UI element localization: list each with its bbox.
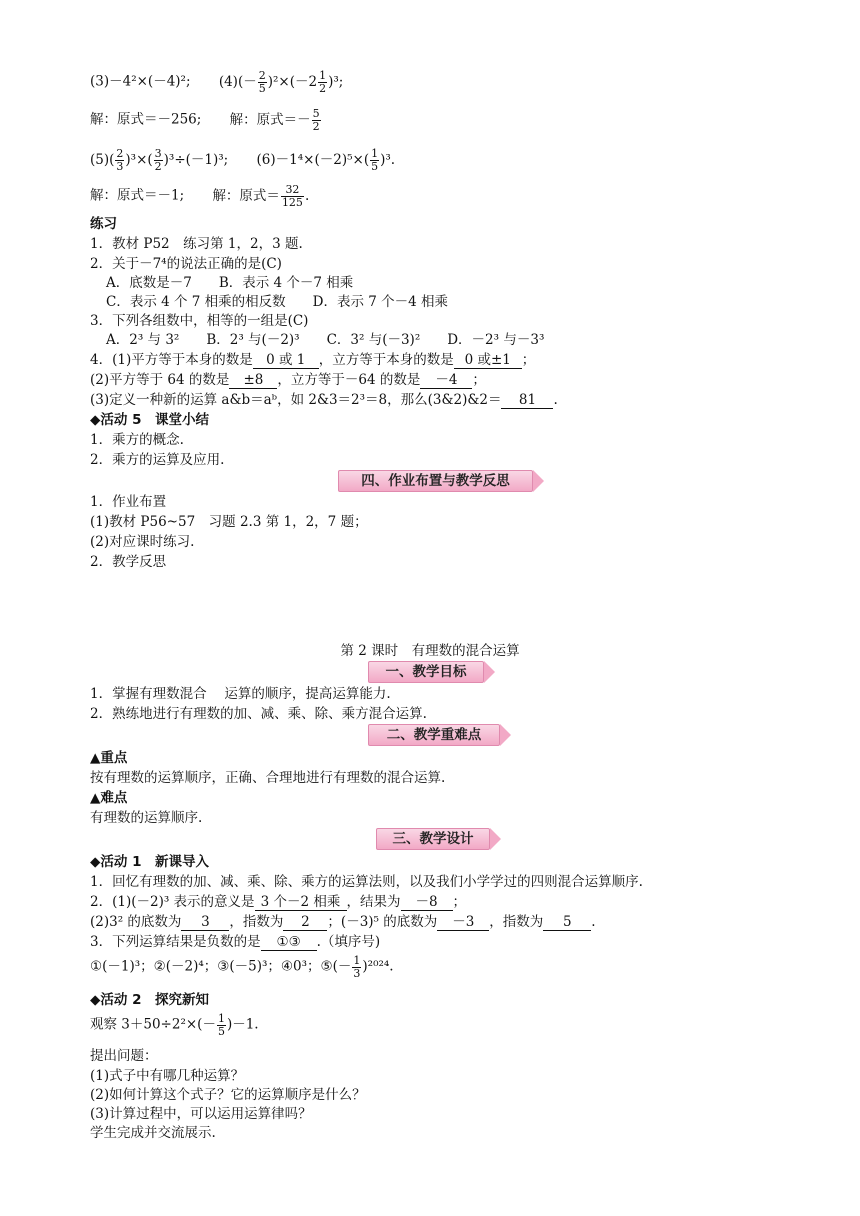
solution-6: 解：原式＝ $\frac{32}{125}$ . (212, 183, 310, 209)
fraction: $\frac{2}{3}$ (116, 147, 124, 173)
solution-3-4 (90, 108, 322, 132)
lesson-2-title: 第 2 课时 有理数的混合运算 (340, 643, 520, 659)
practice-line-5: (2)平方等于 64 的数是 ±8 ，立方等于－64 的数是 －4 ； (90, 372, 486, 388)
activity-1-line-4: 3．下列运算结果是负数的是 ①③ .（填序号) (90, 934, 381, 950)
activity-1-line-3: (2)3² 的底数为 3 ，指数为 2 ；(－3)⁵ 的底数为 －3 ，指数为 5 . (90, 914, 596, 930)
fraction: $\frac{1}{3}$ (353, 954, 361, 980)
activity-1-line-5: ①(－1)³；②(－2)⁴；③(－5)³；④0³；⑤(－ $\frac{1}{3}$ )²⁰²⁴. (90, 954, 394, 980)
difficulty-text: 有理数的运算顺序. (90, 810, 203, 826)
problem-3-4 (90, 70, 343, 94)
design-banner: 三、教学设计 (376, 828, 490, 850)
solution-5-6 (90, 184, 309, 208)
activity-5-line-1: 1．乘方的概念. (90, 432, 184, 448)
problem-5-6 (90, 148, 395, 172)
practice-line-2b: C．表示 4 个 7 相乘的相反数 D．表示 7 个－4 相乘 (106, 294, 449, 310)
activity-2-expression: 观察 3＋50÷2²×(－ $\frac{1}{5}$ )－1. (90, 1012, 259, 1038)
answer-blank: －4 (420, 372, 472, 389)
section-4-banner: 四、作业布置与教学反思 (338, 470, 533, 492)
objectives-banner: 一、教学目标 (368, 661, 484, 683)
fraction: $\frac{1}{5}$ (371, 147, 379, 173)
activity-1-line-2: 2．(1)(－2)³ 表示的意义是 3 个－2 相乘 ，结果为 －8 ； (90, 894, 467, 910)
problem-4: (4)(－ $\frac{2}{5}$ )²×(－2 $\frac{1}{2}$ )³; (218, 69, 344, 95)
fraction: $\frac{5}{2}$ (312, 107, 320, 133)
difficulty-heading: ▲难点 (90, 790, 128, 806)
activity-2-closing: 学生完成并交流展示. (90, 1125, 216, 1141)
answer-blank: 81 (501, 392, 553, 409)
practice-line-4: 4．(1)平方等于本身的数是 0 或 1 ，立方等于本身的数是 0 或±1 ； (90, 352, 536, 368)
answer-blank: 0 或 1 (253, 352, 319, 369)
answer-blank: ①③ (261, 934, 317, 951)
problem-5: (5)( $\frac{2}{3}$ )³×( $\frac{3}{2}$ )³÷(－1)³; (90, 147, 229, 173)
homework-line-1: 1．作业布置 (90, 494, 167, 510)
homework-line-3: (2)对应课时练习. (90, 534, 195, 550)
practice-line-2a: A．底数是－7 B．表示 4 个－7 相乘 (106, 275, 354, 291)
answer-blank: －8 (401, 894, 453, 911)
objective-2: 2．熟练地进行有理数的加、减、乘、除、乘方混合运算. (90, 706, 427, 722)
answer-blank: 2 (283, 914, 327, 931)
answer-blank: ±8 (229, 372, 277, 389)
activity-1-heading: ◆活动 1 新课导入 (90, 854, 209, 870)
fraction: $\frac{32}{125}$ (281, 183, 303, 209)
practice-line-3a: A．2³ 与 3² B．2³ 与(－2)³ C．3² 与(－3)² D．－2³ 与－3³ (106, 332, 545, 348)
solution-4: 解：原式＝－ $\frac{5}{2}$ (229, 107, 320, 133)
activity-2-question-2: (2)如何计算这个式子？它的运算顺序是什么？ (90, 1087, 366, 1103)
practice-heading: 练习 (90, 216, 117, 232)
fraction: $\frac{1}{5}$ (217, 1012, 225, 1038)
answer-blank: 5 (543, 914, 591, 931)
activity-2-question-3: (3)计算过程中，可以运用运算律吗？ (90, 1106, 312, 1122)
key-points-banner: 二、教学重难点 (368, 724, 500, 746)
practice-line-3: 3．下列各组数中，相等的一组是(C) (90, 313, 309, 329)
activity-1-line-1: 1．回忆有理数的加、减、乘、除、乘方的运算法则，以及我们小学学过的四则混合运算顺序. (90, 874, 643, 890)
objective-1: 1．掌握有理数混合 运算的顺序，提高运算能力. (90, 686, 391, 702)
answer-blank: －3 (437, 914, 489, 931)
problem-3: (3)－4²×(－4)²; (90, 73, 191, 90)
solution-3: 解：原式＝－256; (90, 111, 202, 128)
practice-line-1: 1．教材 P52 练习第 1，2，3 题. (90, 236, 303, 252)
activity-2-question-1: (1)式子中有哪几种运算？ (90, 1068, 245, 1084)
activity-5-line-2: 2．乘方的运算及应用. (90, 452, 225, 468)
fraction: $\frac{2}{5}$ (258, 69, 266, 95)
key-text: 按有理数的运算顺序，正确、合理地进行有理数的混合运算. (90, 770, 446, 786)
solution-5: 解：原式＝－1; (90, 187, 185, 204)
activity-5-heading: ◆活动 5 课堂小结 (90, 412, 209, 428)
key-heading: ▲重点 (90, 750, 128, 766)
homework-line-4: 2．教学反思 (90, 554, 167, 570)
activity-2-heading: ◆活动 2 探究新知 (90, 992, 209, 1008)
fraction: $\frac{1}{2}$ (319, 69, 327, 95)
practice-line-6: (3)定义一种新的运算 a&b＝aᵇ，如 2&3＝2³＝8，那么(3&2)&2＝ 81 . (90, 392, 558, 408)
problem-6: (6)－1⁴×(－2)⁵×( $\frac{1}{5}$ )³. (256, 147, 396, 173)
practice-line-2: 2．关于－7⁴的说法正确的是(C) (90, 256, 282, 272)
answer-blank: 3 个－2 相乘 (255, 894, 347, 911)
homework-line-2: (1)教材 P56~57 习题 2.3 第 1，2，7 题； (90, 514, 368, 530)
fraction: $\frac{3}{2}$ (154, 147, 162, 173)
activity-2-prompt: 提出问题： (90, 1048, 158, 1064)
answer-blank: 3 (181, 914, 229, 931)
answer-blank: 0 或±1 (454, 352, 522, 369)
